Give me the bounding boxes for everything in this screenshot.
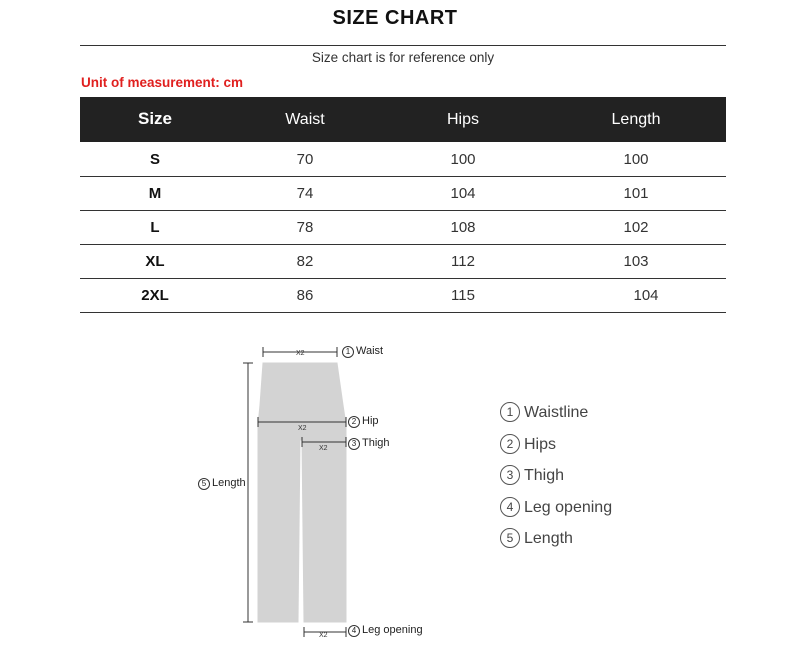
waist-text: Waist <box>356 345 384 357</box>
legend-number: 4 <box>500 497 520 517</box>
cell-size: 2XL <box>141 287 169 304</box>
legend-item <box>500 434 556 454</box>
waist-label <box>342 345 383 358</box>
legend-item <box>500 465 564 485</box>
cell-length: 103 <box>623 253 649 270</box>
cell-waist: 86 <box>296 287 314 304</box>
cell-hips: 112 <box>451 253 475 270</box>
legend-text: Length <box>524 530 573 547</box>
length-text: Length <box>212 477 246 489</box>
legend-item <box>500 402 588 422</box>
hip-number: 2 <box>348 416 360 428</box>
cell-length: 104 <box>633 287 659 304</box>
thigh-x2: X2 <box>319 445 328 452</box>
header-length: Length <box>611 111 661 128</box>
cell-hips: 104 <box>450 185 476 202</box>
legend-text: Leg opening <box>524 499 613 516</box>
length-label <box>198 477 246 490</box>
cell-hips: 115 <box>451 287 475 304</box>
leg-opening-label <box>348 624 423 637</box>
cell-size: L <box>150 219 160 236</box>
cell-waist: 74 <box>296 185 314 202</box>
cell-size: XL <box>145 253 165 270</box>
cell-waist: 78 <box>296 219 314 236</box>
waist-x2: X2 <box>296 350 305 357</box>
leg-opening-text: Leg opening <box>362 624 423 636</box>
thigh-number: 3 <box>348 438 360 450</box>
unit-note: Unit of measurement: cm <box>81 75 244 90</box>
cell-waist: 82 <box>296 253 314 270</box>
cell-waist: 70 <box>296 151 314 168</box>
legend-number: 2 <box>500 434 520 454</box>
cell-hips: 100 <box>450 151 476 168</box>
cell-length: 100 <box>623 151 649 168</box>
legend-item <box>500 497 612 517</box>
length-measure-line <box>243 363 253 622</box>
header-size: Size <box>137 109 173 128</box>
legend-number: 3 <box>500 465 520 485</box>
length-number: 5 <box>198 478 210 490</box>
header-hips: Hips <box>446 111 479 128</box>
subtitle: Size chart is for reference only <box>311 50 495 65</box>
leg-opening-x2: X2 <box>319 632 328 639</box>
hip-label <box>348 415 379 428</box>
leg-opening-number: 4 <box>348 625 360 637</box>
page-title: SIZE CHART <box>332 7 458 29</box>
hip-text: Hip <box>362 415 379 427</box>
cell-size: M <box>148 185 162 202</box>
cell-length: 101 <box>623 185 649 202</box>
legend-number: 5 <box>500 528 520 548</box>
thigh-label <box>348 437 390 450</box>
legend-text: Thigh <box>524 467 565 484</box>
legend-item <box>500 528 573 548</box>
hip-x2: X2 <box>298 425 307 432</box>
cell-hips: 108 <box>450 219 476 236</box>
legend-text: Waistline <box>524 404 589 421</box>
cell-size: S <box>149 151 160 168</box>
cell-length: 102 <box>623 219 649 236</box>
legend-number: 1 <box>500 402 520 422</box>
header-waist: Waist <box>285 111 325 128</box>
waist-number: 1 <box>342 346 354 358</box>
thigh-text: Thigh <box>362 437 390 449</box>
pants-silhouette <box>258 363 346 622</box>
legend-text: Hips <box>524 436 557 453</box>
